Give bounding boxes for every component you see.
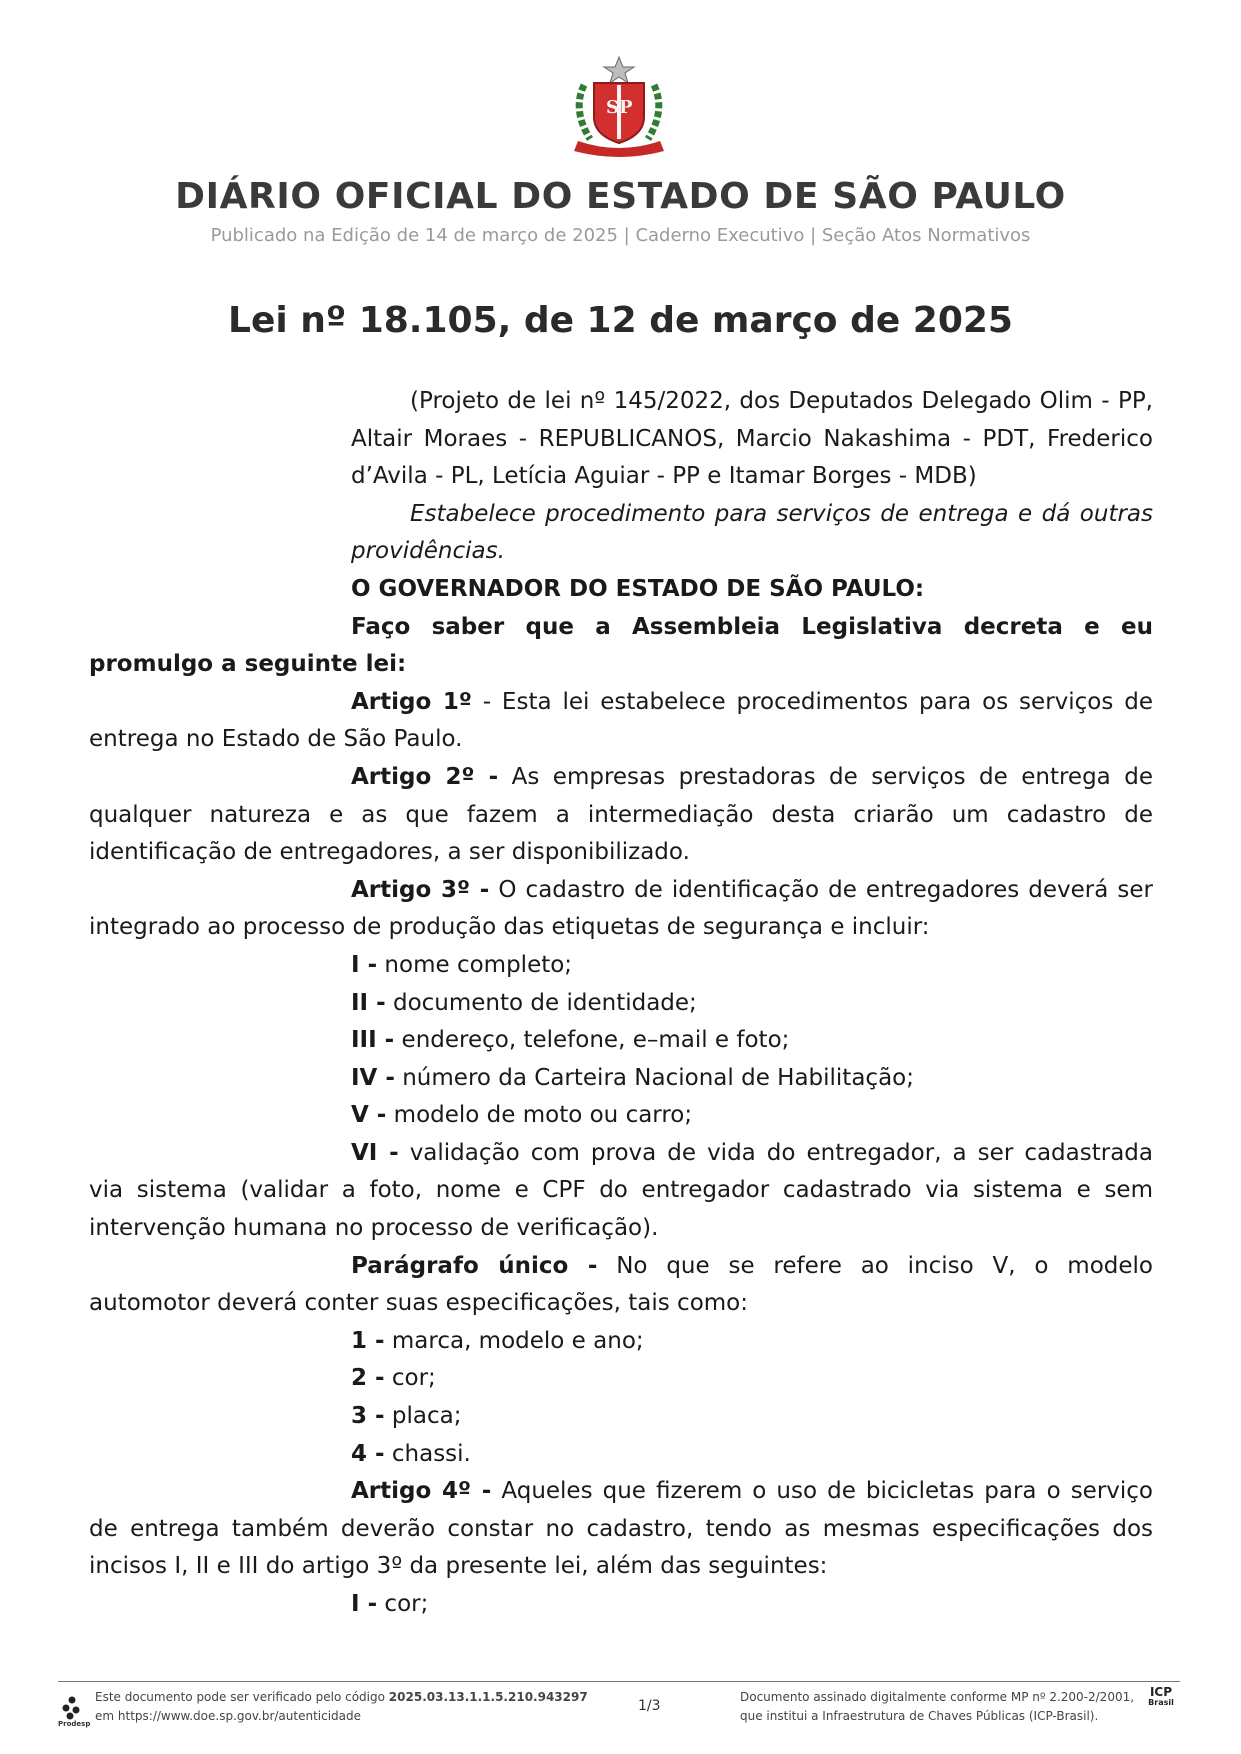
governor-heading: O GOVERNADOR DO ESTADO DE SÃO PAULO: xyxy=(351,575,925,602)
page-footer xyxy=(58,1681,1180,1732)
law-ementa: Estabelece procedimento para serviços de entrega e dá outras providências. xyxy=(351,500,1153,565)
sao-paulo-coat-of-arms xyxy=(570,55,668,157)
article-label: Artigo 3º - xyxy=(351,876,490,903)
inciso: I - nome completo; xyxy=(351,951,573,978)
article-4 xyxy=(89,1473,1153,1586)
signature-note: Documento assinado digitalmente conforme MP nº 2.200-2/2001, que institui a Infraestrutura de Chaves Públicas (ICP-Brasil). xyxy=(740,1690,1135,1723)
inciso: IV - número da Carteira Nacional de Habilitação; xyxy=(351,1064,914,1091)
list-item: 2 - cor; xyxy=(351,1365,436,1392)
verification-code: 2025.03.13.1.1.5.210.943297 xyxy=(388,1690,588,1704)
list-item: 1 - marca, modelo e ano; xyxy=(351,1327,644,1354)
article-text: Aqueles que fizerem o uso de bicicletas para o serviço de entrega também deverão constar no cadastro, tendo as mesmas especificações dos incisos I, II e III do artigo 3º da presente lei, além das seguintes: xyxy=(89,1478,1154,1580)
list-item: 3 - placa; xyxy=(351,1403,462,1430)
article-text: - Esta lei estabelece procedimentos para os serviços de entrega no Estado de São Paulo. xyxy=(89,688,1153,753)
article-3 xyxy=(89,872,1153,947)
law-project: (Projeto de lei nº 145/2022, dos Deputados Delegado Olim - PP, Altair Moraes - REPUBLICANOS, Marcio Nakashima - PDT, Frederico d’Avila - PL, Letícia Aguiar - PP e Itamar Borges - MDB) xyxy=(351,388,1153,490)
article-label: Artigo 1º xyxy=(351,688,472,715)
inciso: VI - validação com prova de vida do entregador, a ser cadastrada via sistema (validar a foto, nome e CPF do entregador cadastrado via sistema e sem intervenção humana no processo de verificação). xyxy=(89,1139,1153,1242)
icp-brasil-logo-icon: ICP Brasil xyxy=(1148,1685,1174,1707)
article-label: Artigo 4º - xyxy=(351,1478,492,1505)
list-item: 4 - chassi. xyxy=(351,1440,471,1467)
law-title: Lei nº 18.105, de 12 de março de 2025 xyxy=(228,300,1013,341)
publication-info: Publicado na Edição de 14 de março de 2025 | Caderno Executivo | Seção Atos Normativos xyxy=(210,225,1031,246)
article-2 xyxy=(89,759,1153,872)
svg-text:SP: SP xyxy=(606,97,633,118)
verification-info: Este documento pode ser verificado pelo código 2025.03.13.1.1.5.210.943297 em https://www.doe.sp.gov.br/autenticidade xyxy=(95,1688,588,1726)
enactment-clause: Faço saber que a Assembleia Legislativa decreta e eu promulgo a seguinte lei: xyxy=(89,613,1153,678)
inciso: V - modelo de moto ou carro; xyxy=(351,1102,693,1129)
inciso: I - cor; xyxy=(351,1591,429,1617)
article-1 xyxy=(89,684,1153,759)
article-label: Artigo 2º - xyxy=(351,763,499,790)
law-body xyxy=(89,383,1153,1624)
article-text: As empresas prestadoras de serviços de entrega de qualquer natureza e as que fazem a intermediação desta criarão um cadastro de identificação de entregadores, a ser disponibilizado. xyxy=(89,763,1153,866)
prodesp-label: Prodesp xyxy=(58,1720,91,1728)
gazette-title: DIÁRIO OFICIAL DO ESTADO DE SÃO PAULO xyxy=(175,176,1066,217)
verification-url[interactable]: em https://www.doe.sp.gov.br/autenticidade xyxy=(95,1709,362,1723)
page-number: 1/3 xyxy=(638,1698,661,1714)
paragraph-unico: Parágrafo único - No que se refere ao inciso V, o modelo automotor deverá conter suas especificações, tais como: xyxy=(89,1252,1153,1317)
article-text: O cadastro de identificação de entregadores deverá ser integrado ao processo de produção das etiquetas de segurança e incluir: xyxy=(89,876,1153,941)
inciso: II - documento de identidade; xyxy=(351,989,697,1016)
inciso: III - endereço, telefone, e–mail e foto; xyxy=(351,1027,790,1054)
